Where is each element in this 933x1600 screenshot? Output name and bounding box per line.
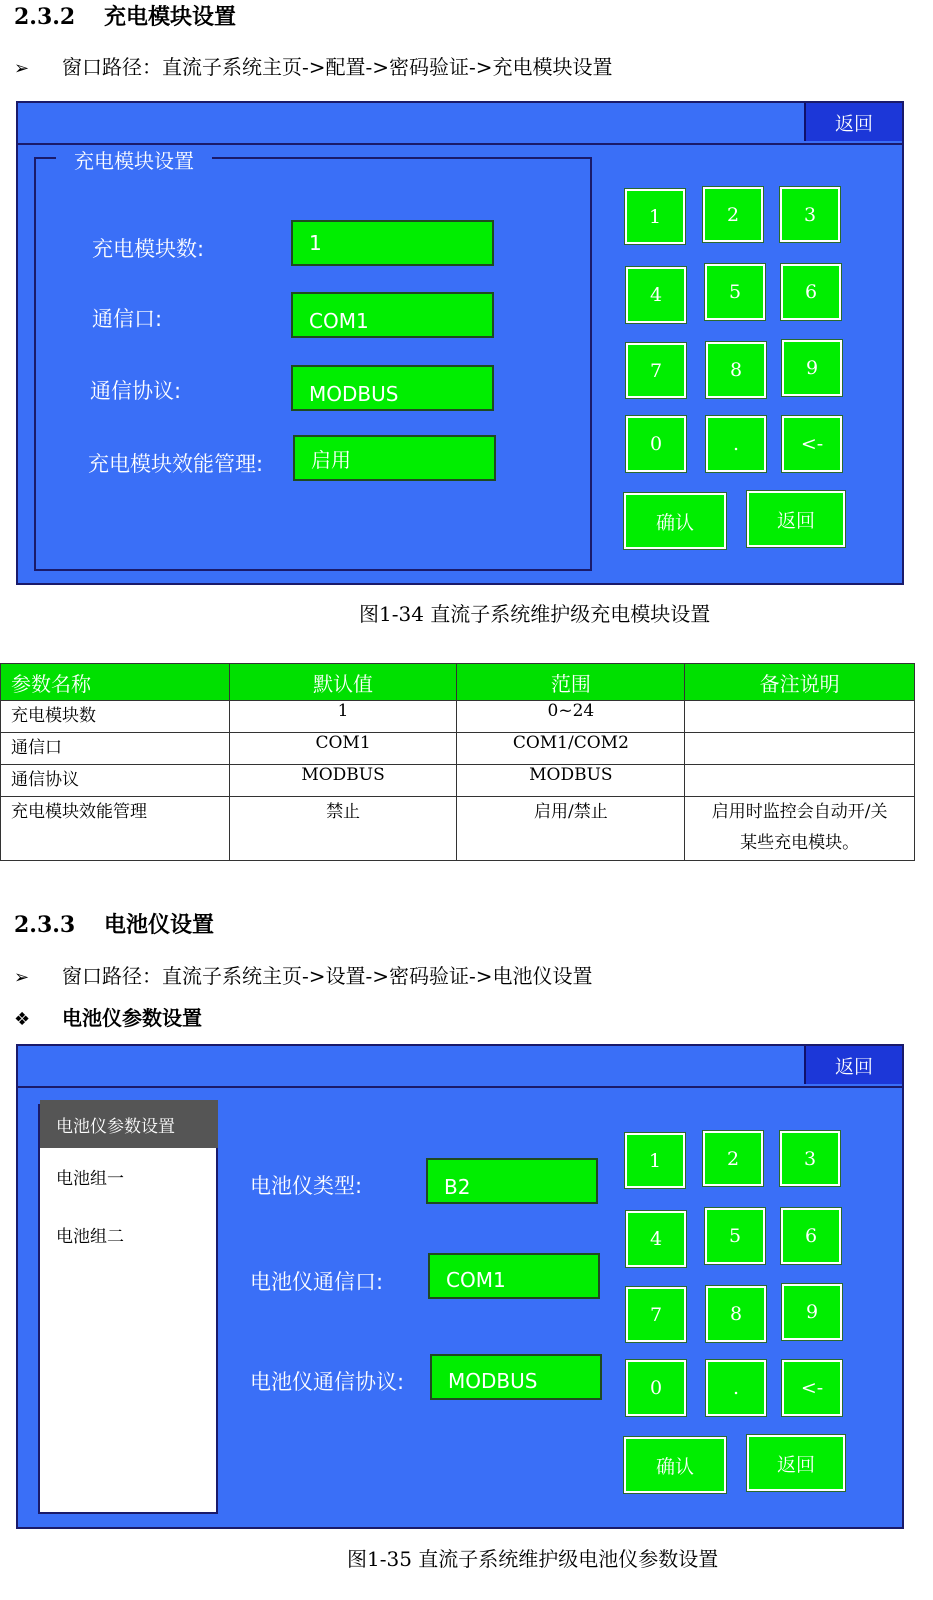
section-number: 2.3.2 <box>14 4 76 30</box>
battery-protocol-field[interactable]: MODBUS <box>430 1354 602 1400</box>
menu-item-battery-group-1[interactable]: 电池组一 <box>56 1168 124 1189</box>
battery-type-field[interactable]: B2 <box>426 1158 598 1204</box>
menu-item-battery-params[interactable]: 电池仪参数设置 <box>40 1100 218 1148</box>
figure-caption-1-35: 图1-35 直流子系统维护级电池仪参数设置 <box>347 1547 719 1571</box>
key-2[interactable]: 2 <box>703 187 763 242</box>
key-4[interactable]: 4 <box>626 267 686 323</box>
battery-comm-port-label: 电池仪通信口: <box>250 1270 384 1294</box>
comm-port-field[interactable]: COM1 <box>291 292 494 338</box>
table-cell: 启用/禁止 <box>457 797 685 861</box>
battery-comm-port-field[interactable]: COM1 <box>428 1253 600 1299</box>
comm-protocol-field[interactable]: MODBUS <box>291 365 494 411</box>
table-cell: 1 <box>229 701 457 733</box>
key-8[interactable]: 8 <box>706 1286 766 1342</box>
menu-item-battery-group-2[interactable]: 电池组二 <box>56 1226 124 1247</box>
table-cell <box>685 733 915 765</box>
table-cell: 0~24 <box>457 701 685 733</box>
table-cell: MODBUS <box>229 765 457 797</box>
comm-protocol-label: 通信协议: <box>90 379 182 403</box>
section-heading-battery <box>14 908 214 939</box>
key-3[interactable]: 3 <box>780 187 840 242</box>
key-6[interactable]: 6 <box>781 264 841 320</box>
confirm-button[interactable]: 确认 <box>624 1437 726 1493</box>
module-count-label: 充电模块数: <box>92 237 205 261</box>
parameter-table <box>0 663 915 861</box>
table-cell: 充电模块数 <box>1 701 230 733</box>
charging-module-screen <box>16 101 904 585</box>
key-6[interactable]: 6 <box>781 1208 841 1264</box>
efficiency-mgmt-label: 充电模块效能管理: <box>88 452 264 476</box>
table-cell <box>685 701 915 733</box>
note-line-1: 启用时监控会自动开/关 <box>711 802 888 822</box>
top-back-button[interactable]: 返回 <box>804 103 902 141</box>
top-back-button[interactable]: 返回 <box>804 1046 902 1084</box>
key-3[interactable]: 3 <box>780 1131 840 1186</box>
table-note-cell <box>685 797 915 861</box>
battery-type-label: 电池仪类型: <box>250 1174 363 1198</box>
table-row <box>1 701 915 733</box>
table-header-cell: 备注说明 <box>685 664 915 701</box>
key-dot[interactable]: . <box>706 416 766 472</box>
key-9[interactable]: 9 <box>782 1284 842 1340</box>
key-0[interactable]: 0 <box>626 416 686 472</box>
battery-meter-screen <box>16 1044 904 1529</box>
module-count-field[interactable]: 1 <box>291 220 494 266</box>
figure-caption-1-34: 图1-34 直流子系统维护级充电模块设置 <box>359 602 711 626</box>
back-button[interactable]: 返回 <box>747 1435 845 1491</box>
window-path <box>14 51 613 80</box>
table-header-cell: 参数名称 <box>1 664 230 701</box>
table-row <box>1 765 915 797</box>
section-heading-charging <box>14 0 236 31</box>
efficiency-mgmt-field[interactable]: 启用 <box>293 435 496 481</box>
arrow-bullet-icon: ➢ <box>14 967 30 988</box>
window-path <box>14 960 593 989</box>
table-cell: 通信协议 <box>1 765 230 797</box>
screen-topbar <box>18 103 902 145</box>
window-path-text: 窗口路径：直流子系统主页->设置->密码验证->电池仪设置 <box>62 964 593 988</box>
screen-topbar <box>18 1046 902 1088</box>
window-path-text: 窗口路径：直流子系统主页->配置->密码验证->充电模块设置 <box>62 55 613 79</box>
battery-side-menu <box>38 1104 218 1514</box>
arrow-bullet-icon: ➢ <box>14 58 30 79</box>
diamond-bullet-icon: ❖ <box>14 1009 31 1030</box>
key-1[interactable]: 1 <box>625 189 685 244</box>
key-1[interactable]: 1 <box>625 1133 685 1188</box>
key-9[interactable]: 9 <box>782 340 842 396</box>
key-8[interactable]: 8 <box>706 342 766 398</box>
back-button[interactable]: 返回 <box>747 491 845 547</box>
key-7[interactable]: 7 <box>626 343 686 398</box>
confirm-button[interactable]: 确认 <box>624 493 726 549</box>
table-header-cell: 默认值 <box>229 664 457 701</box>
table-cell: 禁止 <box>229 797 457 861</box>
key-dot[interactable]: . <box>706 1360 766 1416</box>
key-0[interactable]: 0 <box>626 1360 686 1416</box>
section-title: 电池仪设置 <box>104 912 215 938</box>
table-row <box>1 797 915 861</box>
table-cell: COM1 <box>229 733 457 765</box>
table-cell: 通信口 <box>1 733 230 765</box>
table-cell: MODBUS <box>457 765 685 797</box>
table-row <box>1 733 915 765</box>
key-2[interactable]: 2 <box>703 1131 763 1186</box>
table-cell: COM1/COM2 <box>457 733 685 765</box>
table-header-row <box>1 664 915 701</box>
section-number: 2.3.3 <box>14 912 76 938</box>
section-title: 充电模块设置 <box>104 4 237 30</box>
key-5[interactable]: 5 <box>705 264 765 320</box>
note-line-2: 某些充电模块。 <box>740 833 860 853</box>
subsection-title: 电池仪参数设置 <box>62 1006 202 1030</box>
key-5[interactable]: 5 <box>705 1208 765 1264</box>
key-4[interactable]: 4 <box>626 1211 686 1267</box>
comm-port-label: 通信口: <box>92 307 163 331</box>
subsection-heading <box>14 1002 202 1031</box>
table-cell <box>685 765 915 797</box>
table-cell: 充电模块效能管理 <box>1 797 230 861</box>
groupbox-title: 充电模块设置 <box>56 145 212 174</box>
table-header-cell: 范围 <box>457 664 685 701</box>
key-backspace[interactable]: <- <box>782 416 842 472</box>
battery-protocol-label: 电池仪通信协议: <box>250 1370 405 1394</box>
key-7[interactable]: 7 <box>626 1287 686 1342</box>
key-backspace[interactable]: <- <box>782 1360 842 1416</box>
